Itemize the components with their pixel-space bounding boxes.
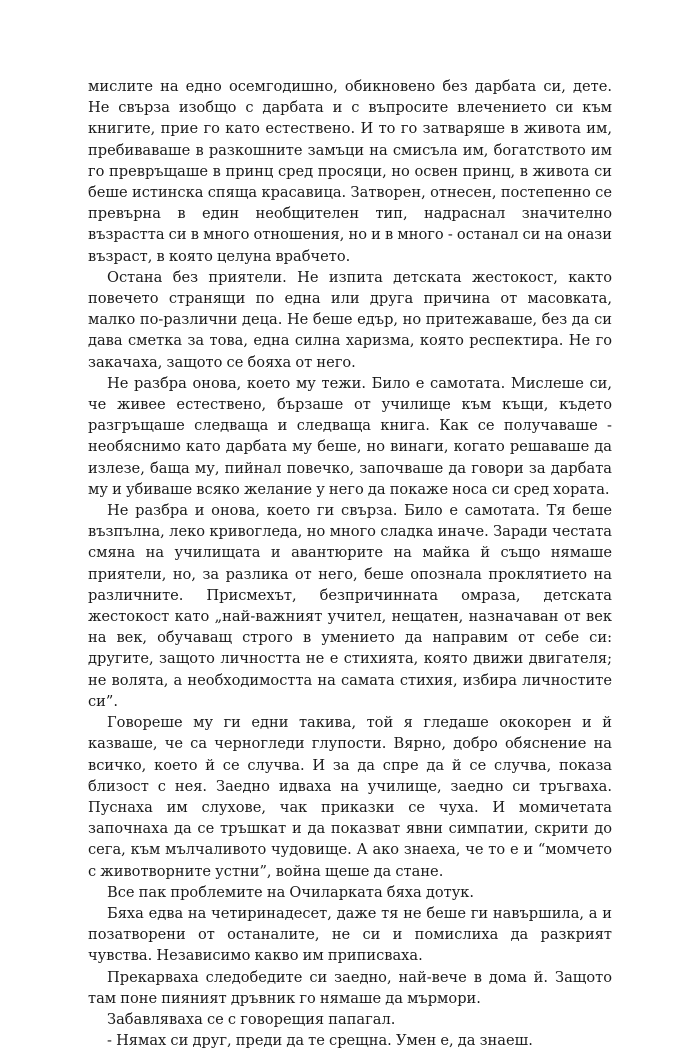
paragraph: Остана без приятели. Не изпита детската жестокост, както повечето странящи по една или друга причина от масовката, малко по-различни деца. Не беше едър, но притежаваше, без да си дава сметка за това, една силна харизма, която респектира. Не го закачаха, защото се бояха от него. [88,268,612,371]
page-body [88,76,612,1051]
paragraph: Бяха едва на четиринадесет, даже тя не беше ги навършила, а и позатворени от останалите, не си и помислиха да разкрият чувства. Независимо какво им приписваха. [88,904,612,965]
paragraph: Говореше му ги едни такива, той я гледаше ококорен и й казваше, че са черногледи глупости. Вярно, добро обяснение на всичко, което й се случва. И за да спре да й се случва, показа близост с нея. Заедно идваха на училище, заедно си тръгваха. Пуснаха им слухове, чак приказки се чуха. И момичетата започнаха да се тръшкат и да показват явни симпатии, скрити до сега, към мълчаливото чудовище. А ако знаеха, че то е и “момчето с животворните устни”, война щеше да стане. [88,714,612,880]
paragraph: - Нямах си друг, преди да те срещна. Умен е, да знаеш. [107,1032,533,1050]
paragraph: мислите на едно осемгодишно, обикновено без дарбата си, дете. Не свърза изобщо с дарбата и с въпросите влечението си към книгите, прие го като естествено. И то го затваряше в живота им, пребиваваше в разкошните замъци на смисъла им, богатството им го превръщаше в принц сред просяци, но освен принц, в живота си беше истинска спяща красавица. Затворен, отнесен, постепенно се превърна в един необщителен тип, надраснал значително възрастта си в много отношения, но и в много - останал си на онази възраст, в която целуна врабчето. [88,78,612,265]
paragraph: Все пак проблемите на Очиларката бяха дотук. [107,883,475,901]
paragraph: Не разбра и онова, което ги свърза. Било е самотата. Тя беше възпълна, леко кривогледа, но много сладка иначе. Заради честата смяна на училищата и авантюрите на майка й също нямаше приятели, но, за разлика от него, беше опознала проклятието на различните. Присмехът, безпричинната омраза, детската жестокост като „най-важният учител, нещатен, назначаван от век на век, обучаващ строго в умението да направим от себе си: другите, защото личността не е стихията, която движи двигателя; не волята, а необходимостта на самата стихия, избира личностите си”. [88,502,612,710]
paragraph: Прекарваха следобедите си заедно, най-вече в дома й. Защото там поне пияният дръвник го нямаше да мърмори. [88,968,612,1007]
paragraph: Забавляваха се с говорещия папагал. [107,1010,396,1028]
paragraph: Не разбра онова, което му тежи. Било е самотата. Мислеше си, че живее естествено, бързаше от училище към къщи, където разгръщаше следваща и следваща книга. Как се получаваше - необяснимо като дарбата му беше, но винаги, когато решаваше да излезе, баща му, пийнал повечко, започваше да говори за дарбата му и убиваше всяко желание у него да покаже носа си сред хората. [88,374,612,498]
